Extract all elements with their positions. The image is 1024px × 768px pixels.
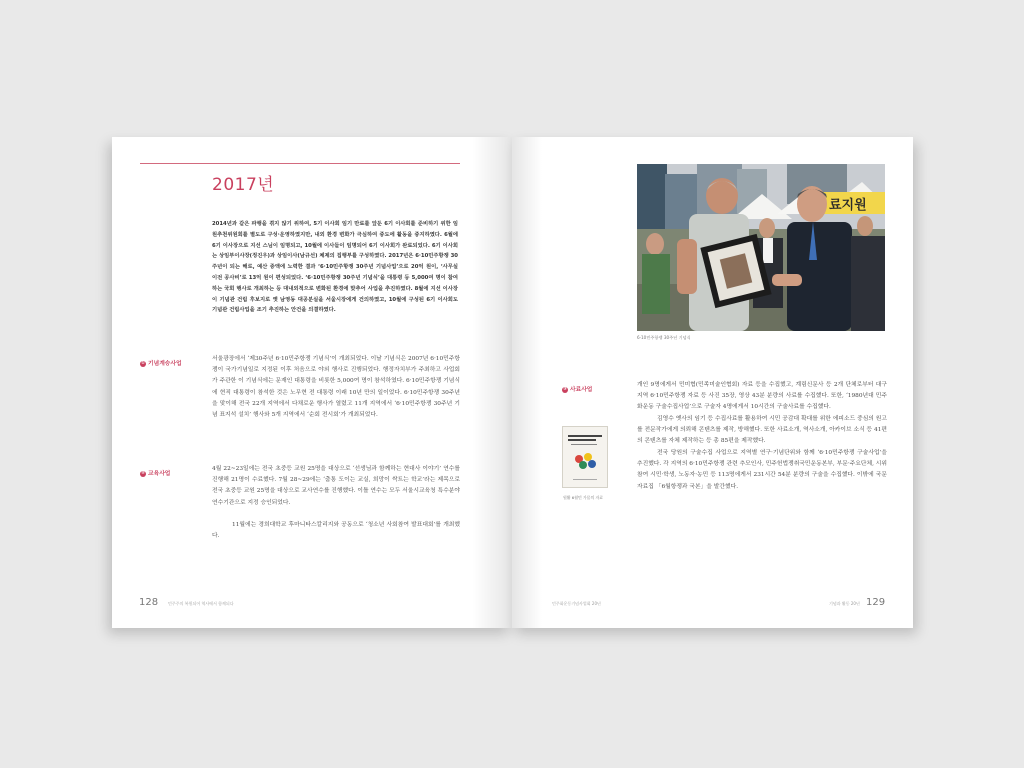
- year-heading: 2017년: [212, 175, 275, 195]
- heading-rule: [140, 163, 460, 164]
- section-number-badge: ①: [141, 360, 145, 366]
- photo-caption: 6·10민주항쟁 30주년 기념식: [637, 335, 691, 340]
- running-head-left: 민주화운동기념사업회 20년: [552, 601, 601, 606]
- left-page: [112, 137, 512, 628]
- book-cover-illustration: [563, 427, 607, 487]
- book-caption: 원활 6월민 가뭄의 자료: [563, 495, 604, 500]
- section-label-archives: [562, 384, 592, 393]
- gutter-shadow: [512, 137, 542, 628]
- section-body: 김영수 옛사의 임기 등 수집사료를 활용하여 시민 공감대 확대를 위한 에피소드 중심의 원고를 전문작가에게 의뢰해 콘텐츠를 제작, 방해했다. 또한 사료소개, 역사소개, 아카이브 소식 등 41편의 콘텐츠를 자체 제작하는 등 총 85편을 제작했다.: [637, 416, 887, 445]
- running-head-right: 기념과 활동 20년: [829, 601, 860, 606]
- page-number: 128: [139, 597, 159, 608]
- section-number-badge: ②: [141, 470, 145, 476]
- section-label-text: 교육사업: [148, 471, 171, 477]
- section-body: 서울광장에서 ‘제30주년 6·10민주항쟁 기념식’이 개최되었다. 이날 기념식은 2007년 6·10민주항쟁이 국가기념일로 지정된 이후 처음으로 야외 행사로 진행되었다. 행정자치부가 주최하고 사업회가 주관한 이 기념식에는 문재인 대통령을 비롯한 5,000여 명이 참석하였다. 6·10민주항쟁 기념식에 현직 대통령이 참석한 것은 노무현 전 대통령 이래 10년 만의 일이었다. 6·10민주항쟁 30주년을 맞이해 전국 22개 지역에서 다채로운 행사가 열렸고 11개 지역에서 ‘6·10민주항쟁 30주년 기념 표지석 설치’ 행사와 5개 지역에서 ‘순회 전시회’가 개최되었다.: [212, 356, 460, 419]
- section-label-education: [140, 468, 170, 477]
- right-page: [512, 137, 913, 628]
- gutter-shadow: [472, 137, 512, 628]
- photo-illustration: [637, 164, 885, 331]
- section-label-commemoration: [140, 358, 182, 367]
- event-photo: [637, 164, 885, 331]
- section-body: 4월 22~23일에는 전국 초중등 교원 25명을 대상으로 ‘선생님과 함께하는 현대사 이야기’ 연수를 진행해 21명이 수료했다. 7월 28~29에는 ‘춤통 도이는 교실, 희망이 싹트는 학교’라는 제목으로 전국 초중등 교원 25명을 대상으로 교사연수를 진행했다. 이틀 연수는 모두 서울시교육청 특수분야연수기관으로 지정 승인되었다.: [212, 466, 460, 506]
- intro-paragraph: 2014년과 같은 파행을 겪지 않기 위하여, 5기 이사회 임기 만료를 앞둔 6기 이사회를 준비하기 위한 임원추천위원회를 별도로 구성·운영하였지만, 내외 환경 변화가 극심하여 중도에 활동을 중지하였다. 6월에 6기 이사장으로 지선 스님이 임명되고, 10월에 이사들이 임명되어 6기 이사회가 완료되었다. 6기 이사회는 상임부이사장(정진우)과 상임이사(남규선) 체제의 집행부를 구성하였다. 2017년은 6·10민주항쟁 30주년이 되는 해로, 예산 증액에 노력한 결과 ‘6·10민주항쟁 30주년 기념사업’으로 20억 원이, ‘사무실 이전 공사비’로 13억 원이 편성되었다. ‘6·10민주항쟁 30주년 기념식’을 대통령 등 5,000여 명이 참여하는 국회 행사로 개최하는 등 대내외적으로 변화된 환경에 맞추어 사업을 추진하였다. 8월에 지선 이사장이 기념관 건립 후보지로 옛 남영동 대공분실을 서울시장에게 건의하였고, 10월에 구성된 6기 이사회도 기념관 건립사업을 조기 추진하는 안건을 의결하였다.: [212, 221, 458, 314]
- section-body: 개인 9명에게서 민미협(민족미술인협회) 자료 등을 수집했고, 계림신문사 등 2개 단체로부터 대구지역 6·10민주항쟁 자료 등 사진 35장, 영상 43분 분량의 사료를 수집했다. 또한, ‘1980년대 민주화운동 구술수집사업’으로 구술자 4명에게서 10시간의 구술사료를 수집했다.: [637, 382, 887, 411]
- section-body: 전국 당원의 구술수집 사업으로 지역별 연구·기념단위와 함께 ‘6·10민주항쟁 구술사업’을 추진했다. 각 지역의 6·10민주항쟁 관련 추모인사, 민주헌법쟁취국민운동본부, 부문·주요단체, 시위참여 시민·학생, 노동자·농민 등 113명에게서 231시간 54분 분량의 구술을 수집했다. 이밖에 국문 자료집 「6월항쟁과 국본」을 발간했다.: [637, 450, 887, 490]
- section-number-badge: ③: [563, 386, 567, 392]
- book-cover-image: [562, 426, 608, 488]
- section-label-text: 사료사업: [570, 387, 593, 393]
- section-body: 11월에는 경희대학교 후마니타스칼리지와 공동으로 ‘청소년 사회참여 발표대회’를 개최했다.: [212, 522, 460, 540]
- page-number: 129: [866, 597, 886, 608]
- section-label-text: 기념계승사업: [148, 361, 182, 367]
- banner-text: 료지원: [829, 198, 867, 213]
- running-head: 민주주의 복원되어 역사에서 함께되다: [168, 601, 234, 606]
